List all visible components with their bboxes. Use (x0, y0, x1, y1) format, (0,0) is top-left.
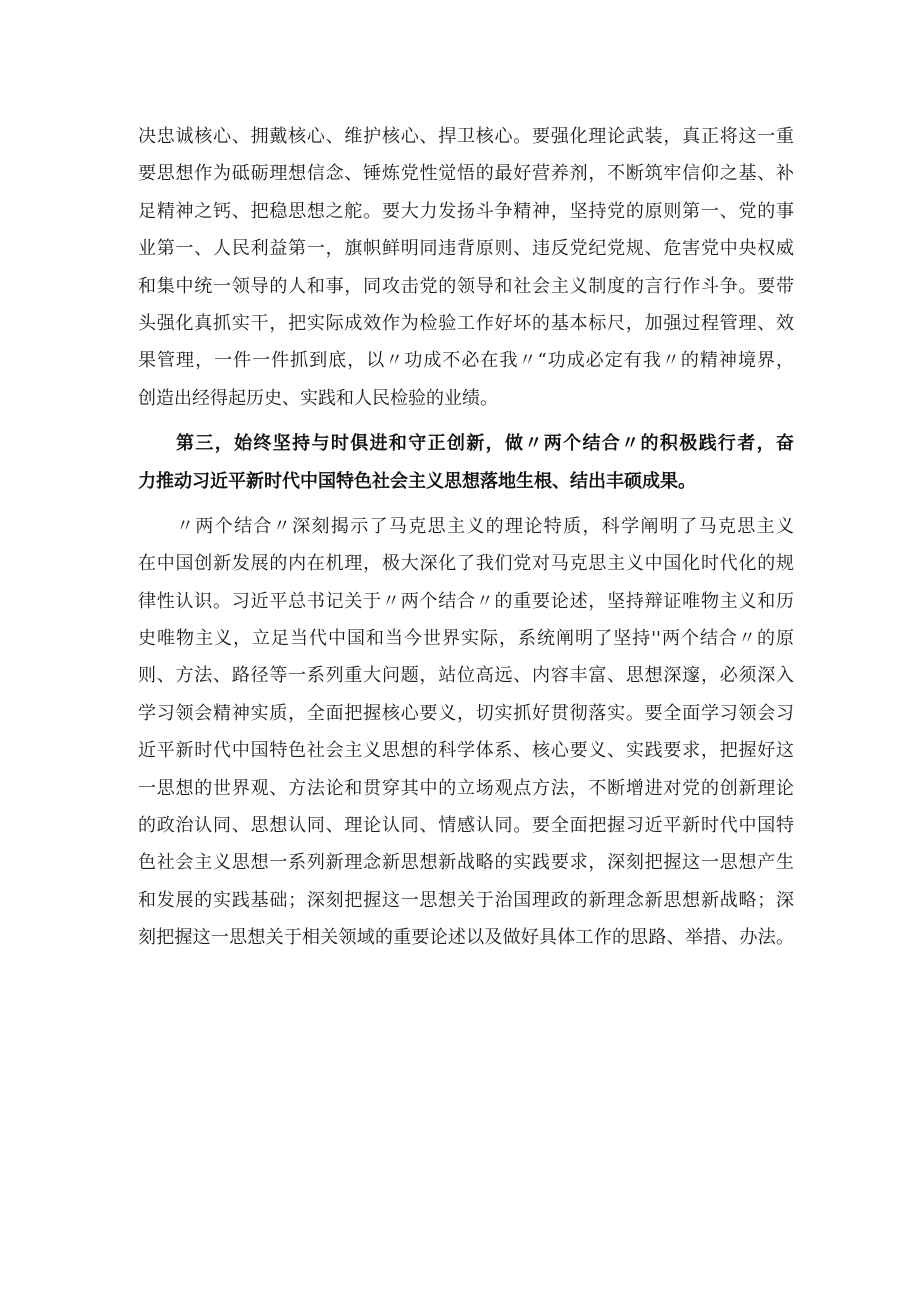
paragraph-body (138, 508, 794, 957)
text-line: 在中国创新发展的内在机理，极大深化了我们党对马克思主义中国化时代化的规 (138, 553, 794, 575)
text-line: 色社会主义思想一系列新理念新思想新战略的实践要求，深刻把握这一思想产生 (138, 852, 794, 874)
heading-line: 第三，始终坚持与时俱进和守正创新，做〃两个结合〃的积极践行者，奋 (176, 433, 794, 455)
text-line: 学习领会精神实质，全面把握核心要义，切实抓好贯彻落实。要全面学习领会习 (138, 702, 794, 724)
text-line: 刻把握这一思想关于相关领域的重要论述以及做好具体工作的思路、举措、办法。 (138, 927, 794, 949)
text-line: 一思想的世界观、方法论和贯穿其中的立场观点方法，不断增进对党的创新理论 (138, 777, 794, 799)
text-line: 史唯物主义，立足当代中国和当今世界实际，系统阐明了坚持''两个结合〃的原 (138, 628, 794, 650)
heading-line: 力推动习近平新时代中国特色社会主义思想落地生根、结出丰硕成果。 (138, 470, 696, 492)
document-body (138, 118, 794, 957)
text-line: 则、方法、路径等一系列重大问题，站位高远、内容丰富、思想深邃，必须深入 (138, 665, 794, 687)
text-line: 业第一、人民利益第一，旗帜鲜明同违背原则、违反党纪党规、危害党中央权威 (138, 238, 794, 260)
text-line: 律性认识。习近平总书记关于〃两个结合〃的重要论述，坚持辩证唯物主义和历 (138, 590, 794, 612)
text-line: 足精神之钙、把稳思想之舵。要大力发扬斗争精神，坚持党的原则第一、党的事 (138, 200, 794, 222)
text-line: 果管理，一件一件抓到底，以〃功成不必在我〃“功成必定有我〃的精神境界， (138, 350, 794, 372)
text-line: 创造出经得起历史、实践和人民检验的业绩。 (138, 387, 498, 409)
text-line: 近平新时代中国特色社会主义思想的科学体系、核心要义、实践要求，把握好这 (138, 740, 794, 762)
paragraph-continuation (138, 118, 794, 417)
text-line: 要思想作为砥砺理想信念、锤炼党性觉悟的最好营养剂，不断筑牢信仰之基、补 (138, 163, 794, 185)
text-line: 和发展的实践基础；深刻把握这一思想关于治国理政的新理念新思想新战略；深 (138, 889, 794, 911)
text-line: 〃两个结合〃深刻揭示了马克思主义的理论特质，科学阐明了马克思主义 (176, 515, 794, 537)
text-line: 的政治认同、思想认同、理论认同、情感认同。要全面把握习近平新时代中国特 (138, 815, 794, 837)
text-line: 决忠诚核心、拥戴核心、维护核心、捍卫核心。要强化理论武装，真正将这一重 (138, 126, 794, 147)
section-heading (138, 425, 794, 500)
text-line: 头强化真抓实干，把实际成效作为检验工作好坏的基本标尺，加强过程管理、效 (138, 312, 794, 334)
text-line: 和集中统一领导的人和事，同攻击党的领导和社会主义制度的言行作斗争。要带 (138, 275, 794, 297)
